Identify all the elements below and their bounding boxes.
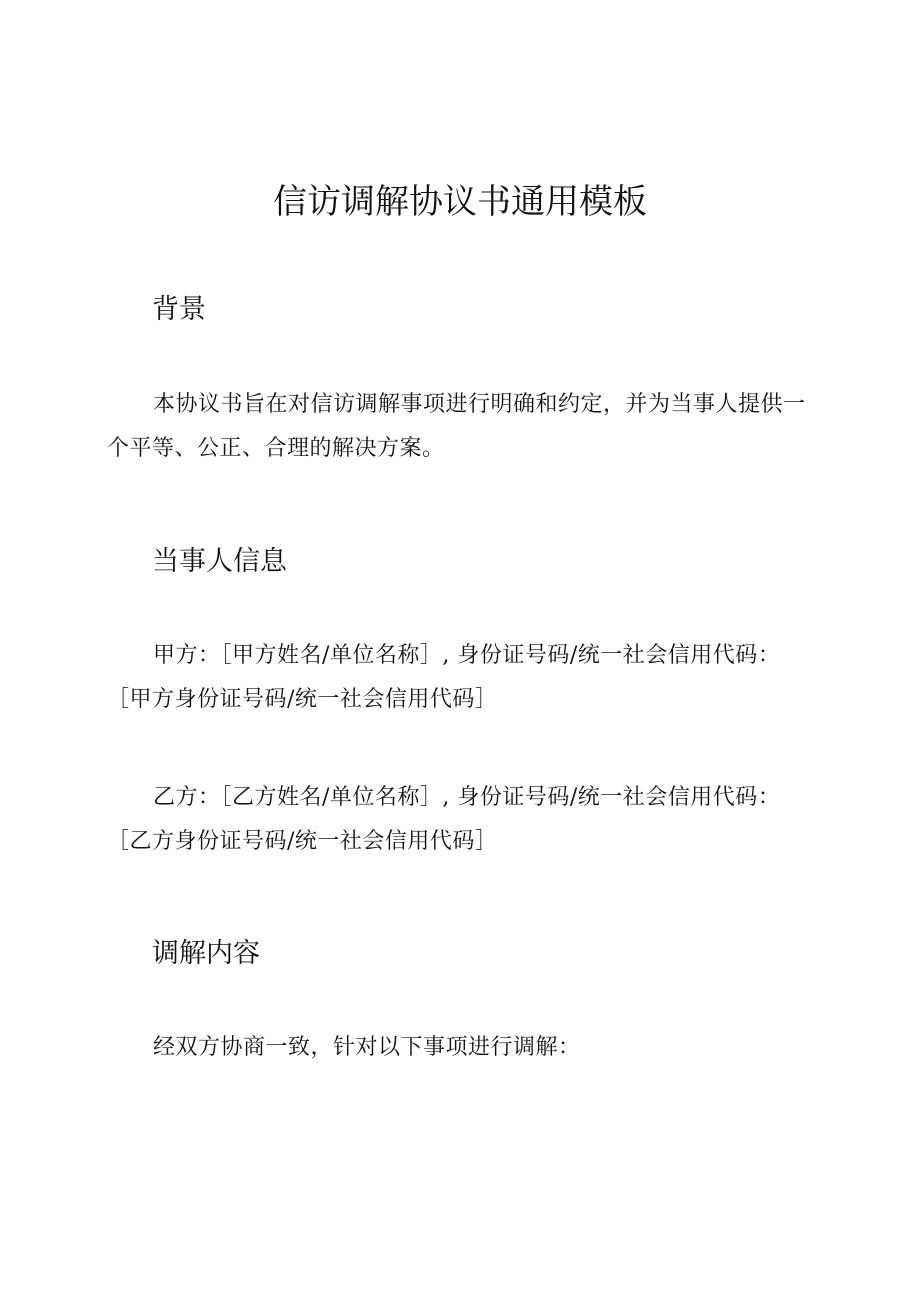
party-b-paragraph: 乙方：［乙方姓名/单位名称］, 身份证号码/统一社会信用代码：［乙方身份证号码/统一社会信用代码］ [107, 785, 781, 854]
section-heading-parties: 当事人信息 [152, 546, 287, 577]
background-paragraph: 本协议书旨在对信访调解事项进行明确和约定，并为当事人提供一个平等、公正、合理的解决方案。 [107, 392, 806, 461]
section-heading-background: 背景 [152, 294, 206, 325]
section-heading-mediation: 调解内容 [152, 938, 260, 969]
document-title: 信访调解协议书通用模板 [273, 182, 647, 222]
party-a-paragraph: 甲方：［甲方姓名/单位名称］, 身份证号码/统一社会信用代码：［甲方身份证号码/统一社会信用代码］ [107, 643, 781, 712]
mediation-intro-paragraph: 经双方协商一致，针对以下事项进行调解： [153, 1035, 581, 1060]
